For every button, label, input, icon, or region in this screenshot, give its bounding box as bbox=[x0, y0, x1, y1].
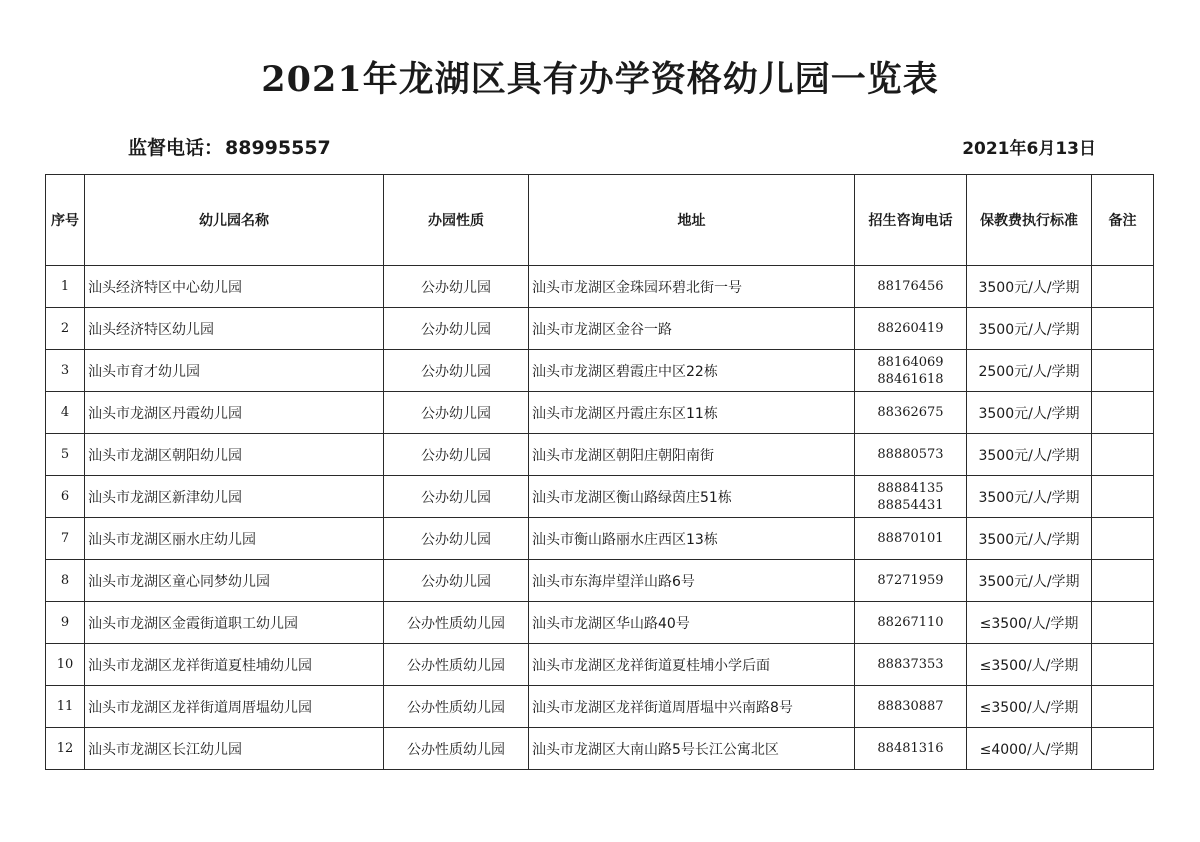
cell-fee: 2500元/人/学期 bbox=[967, 350, 1092, 392]
cell-type: 公办幼儿园 bbox=[384, 266, 529, 308]
cell-address: 汕头市东海岸望洋山路6号 bbox=[529, 560, 855, 602]
table-row bbox=[46, 686, 1154, 728]
cell-fee: ≤3500/人/学期 bbox=[967, 686, 1092, 728]
table-row bbox=[46, 434, 1154, 476]
table-row bbox=[46, 308, 1154, 350]
cell-fee: 3500元/人/学期 bbox=[967, 518, 1092, 560]
cell-seq: 5 bbox=[46, 434, 85, 476]
cell-fee: 3500元/人/学期 bbox=[967, 308, 1092, 350]
cell-seq: 4 bbox=[46, 392, 85, 434]
cell-name: 汕头市龙湖区新津幼儿园 bbox=[85, 476, 384, 518]
cell-name: 汕头市龙湖区童心同梦幼儿园 bbox=[85, 560, 384, 602]
cell-seq: 12 bbox=[46, 728, 85, 770]
page-title: 2021年龙湖区具有办学资格幼儿园一览表 bbox=[261, 59, 939, 100]
table-row bbox=[46, 728, 1154, 770]
cell-type: 公办幼儿园 bbox=[384, 560, 529, 602]
cell-phone bbox=[855, 476, 967, 518]
cell-address: 汕头市龙湖区衡山路绿茵庄51栋 bbox=[529, 476, 855, 518]
phone-number: 88880573 bbox=[877, 447, 944, 462]
cell-type: 公办幼儿园 bbox=[384, 434, 529, 476]
cell-type: 公办性质幼儿园 bbox=[384, 602, 529, 644]
phone-number: 88481316 bbox=[877, 741, 944, 756]
cell-phone bbox=[855, 602, 967, 644]
table-row bbox=[46, 602, 1154, 644]
cell-phone bbox=[855, 434, 967, 476]
cell-name: 汕头经济特区幼儿园 bbox=[85, 308, 384, 350]
cell-seq: 2 bbox=[46, 308, 85, 350]
cell-address: 汕头市龙湖区金珠园环碧北街一号 bbox=[529, 266, 855, 308]
column-header-type: 办园性质 bbox=[384, 175, 529, 266]
cell-note bbox=[1092, 350, 1154, 392]
cell-name: 汕头市龙湖区朝阳幼儿园 bbox=[85, 434, 384, 476]
cell-note bbox=[1092, 686, 1154, 728]
phone-number: 88461618 bbox=[877, 371, 944, 387]
cell-fee: 3500元/人/学期 bbox=[967, 560, 1092, 602]
cell-seq: 10 bbox=[46, 644, 85, 686]
cell-type: 公办幼儿园 bbox=[384, 350, 529, 392]
cell-fee: ≤3500/人/学期 bbox=[967, 602, 1092, 644]
cell-name: 汕头市育才幼儿园 bbox=[85, 350, 384, 392]
phone-number: 88267110 bbox=[877, 615, 944, 630]
cell-address: 汕头市龙湖区华山路40号 bbox=[529, 602, 855, 644]
cell-phone bbox=[855, 392, 967, 434]
cell-type: 公办性质幼儿园 bbox=[384, 728, 529, 770]
cell-phone bbox=[855, 308, 967, 350]
table-row bbox=[46, 518, 1154, 560]
cell-note bbox=[1092, 728, 1154, 770]
table-body bbox=[46, 266, 1154, 770]
cell-name: 汕头市龙湖区金霞街道职工幼儿园 bbox=[85, 602, 384, 644]
cell-seq: 6 bbox=[46, 476, 85, 518]
cell-phone bbox=[855, 728, 967, 770]
cell-phone bbox=[855, 518, 967, 560]
cell-phone bbox=[855, 686, 967, 728]
table-row bbox=[46, 476, 1154, 518]
phone-number: 87271959 bbox=[877, 573, 944, 588]
cell-note bbox=[1092, 434, 1154, 476]
cell-fee: 3500元/人/学期 bbox=[967, 434, 1092, 476]
cell-name: 汕头经济特区中心幼儿园 bbox=[85, 266, 384, 308]
cell-phone bbox=[855, 560, 967, 602]
cell-address: 汕头市龙湖区朝阳庄朝阳南街 bbox=[529, 434, 855, 476]
cell-note bbox=[1092, 644, 1154, 686]
cell-address: 汕头市龙湖区丹霞庄东区11栋 bbox=[529, 392, 855, 434]
phone-number: 88260419 bbox=[877, 321, 944, 336]
cell-note bbox=[1092, 308, 1154, 350]
table-header-row bbox=[46, 175, 1154, 266]
cell-seq: 8 bbox=[46, 560, 85, 602]
cell-name: 汕头市龙湖区长江幼儿园 bbox=[85, 728, 384, 770]
column-header-fee: 保教费执行标准 bbox=[967, 175, 1092, 266]
cell-type: 公办幼儿园 bbox=[384, 476, 529, 518]
cell-name: 汕头市龙湖区丽水庄幼儿园 bbox=[85, 518, 384, 560]
phone-number: 88870101 bbox=[877, 531, 944, 546]
cell-seq: 1 bbox=[46, 266, 85, 308]
column-header-seq: 序号 bbox=[46, 175, 85, 266]
cell-note bbox=[1092, 266, 1154, 308]
cell-address: 汕头市衡山路丽水庄西区13栋 bbox=[529, 518, 855, 560]
cell-type: 公办幼儿园 bbox=[384, 392, 529, 434]
column-header-name: 幼儿园名称 bbox=[85, 175, 384, 266]
cell-seq: 7 bbox=[46, 518, 85, 560]
kindergarten-table bbox=[45, 174, 1154, 770]
cell-note bbox=[1092, 602, 1154, 644]
phone-number: 88164069 bbox=[877, 354, 944, 370]
cell-type: 公办性质幼儿园 bbox=[384, 644, 529, 686]
cell-address: 汕头市龙湖区金谷一路 bbox=[529, 308, 855, 350]
phone-number: 88362675 bbox=[877, 405, 944, 420]
cell-phone bbox=[855, 644, 967, 686]
column-header-phone: 招生咨询电话 bbox=[855, 175, 967, 266]
table-row bbox=[46, 560, 1154, 602]
supervision-hotline bbox=[128, 133, 331, 160]
cell-seq: 11 bbox=[46, 686, 85, 728]
cell-fee: 3500元/人/学期 bbox=[967, 476, 1092, 518]
hotline-number: 88995557 bbox=[225, 137, 331, 159]
cell-fee: ≤4000/人/学期 bbox=[967, 728, 1092, 770]
cell-type: 公办幼儿园 bbox=[384, 518, 529, 560]
column-header-address: 地址 bbox=[529, 175, 855, 266]
cell-fee: 3500元/人/学期 bbox=[967, 266, 1092, 308]
cell-note bbox=[1092, 560, 1154, 602]
cell-name: 汕头市龙湖区龙祥街道周厝塭幼儿园 bbox=[85, 686, 384, 728]
cell-phone bbox=[855, 350, 967, 392]
table-row bbox=[46, 350, 1154, 392]
column-header-note: 备注 bbox=[1092, 175, 1154, 266]
phone-number: 88837353 bbox=[877, 657, 944, 672]
cell-type: 公办性质幼儿园 bbox=[384, 686, 529, 728]
cell-phone bbox=[855, 266, 967, 308]
hotline-label: 监督电话： bbox=[128, 137, 224, 159]
cell-note bbox=[1092, 476, 1154, 518]
cell-type: 公办幼儿园 bbox=[384, 308, 529, 350]
document-date: 2021年6月13日 bbox=[962, 139, 1096, 159]
table-row bbox=[46, 392, 1154, 434]
cell-address: 汕头市龙湖区龙祥街道周厝塭中兴南路8号 bbox=[529, 686, 855, 728]
cell-name: 汕头市龙湖区龙祥街道夏桂埔幼儿园 bbox=[85, 644, 384, 686]
cell-fee: 3500元/人/学期 bbox=[967, 392, 1092, 434]
phone-number: 88854431 bbox=[877, 497, 944, 513]
cell-note bbox=[1092, 392, 1154, 434]
cell-name: 汕头市龙湖区丹霞幼儿园 bbox=[85, 392, 384, 434]
phone-number: 88884135 bbox=[877, 480, 944, 496]
cell-seq: 9 bbox=[46, 602, 85, 644]
cell-fee: ≤3500/人/学期 bbox=[967, 644, 1092, 686]
phone-number: 88176456 bbox=[877, 279, 944, 294]
cell-address: 汕头市龙湖区碧霞庄中区22栋 bbox=[529, 350, 855, 392]
cell-seq: 3 bbox=[46, 350, 85, 392]
cell-address: 汕头市龙湖区大南山路5号长江公寓北区 bbox=[529, 728, 855, 770]
cell-address: 汕头市龙湖区龙祥街道夏桂埔小学后面 bbox=[529, 644, 855, 686]
table-row bbox=[46, 644, 1154, 686]
cell-note bbox=[1092, 518, 1154, 560]
phone-number: 88830887 bbox=[877, 699, 944, 714]
table-row bbox=[46, 266, 1154, 308]
